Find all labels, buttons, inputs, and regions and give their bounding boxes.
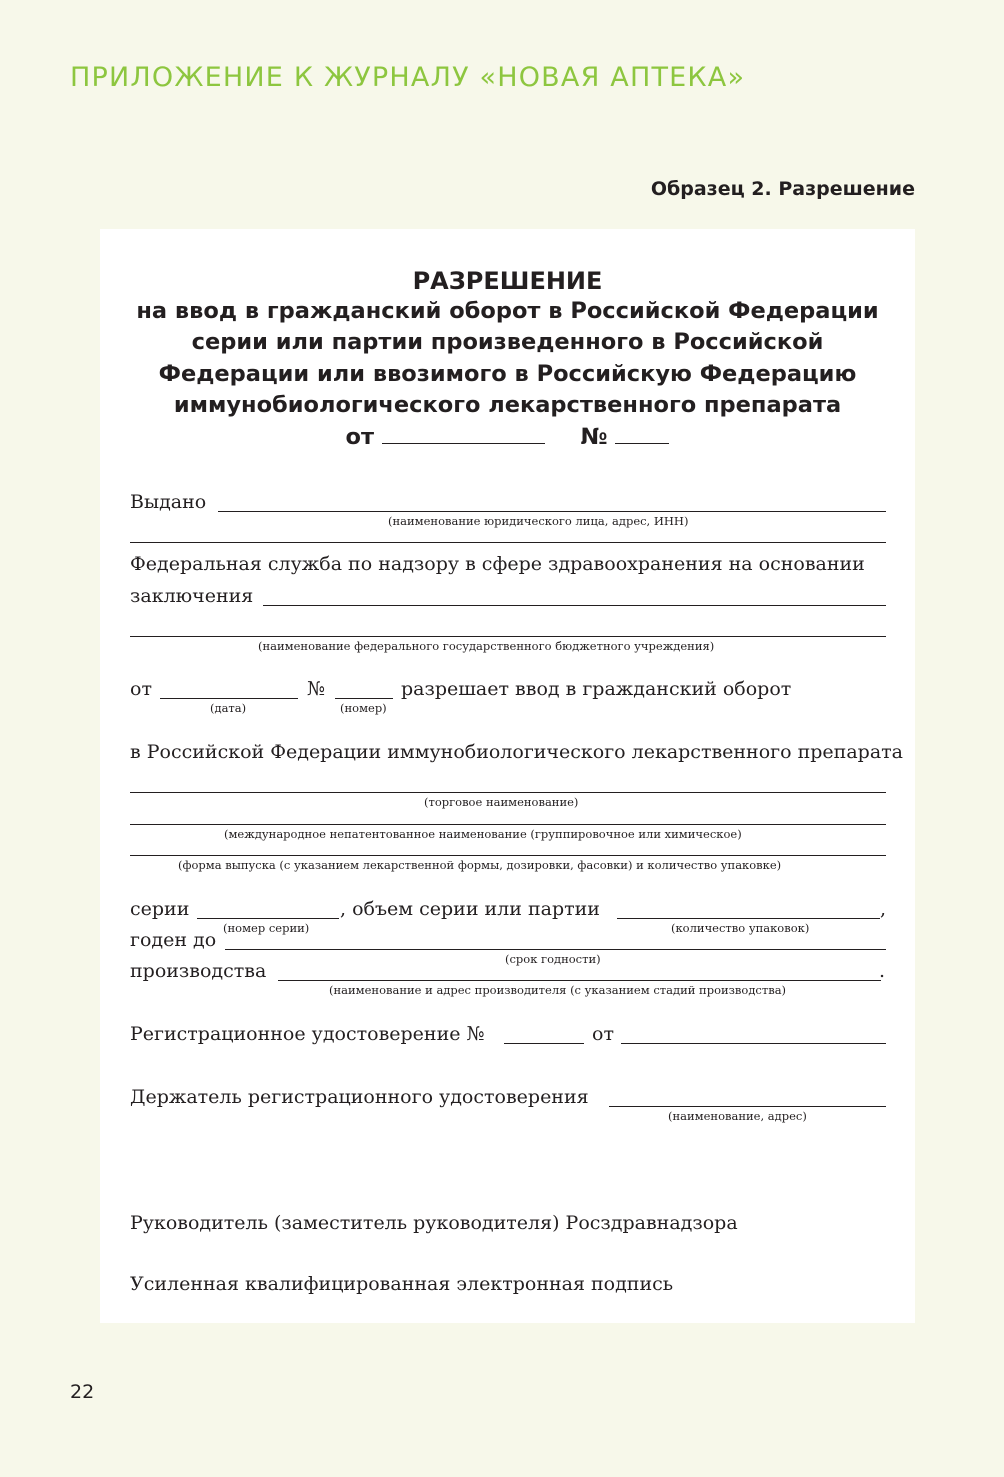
series-label: серии [130,898,190,920]
institution-field[interactable] [130,636,886,637]
subtitle-line-1: на ввод в гражданский оборот в Российской Федерации [136,298,879,324]
title-from-label: от [345,424,375,450]
date-caption: (дата) [210,701,247,715]
holder-field[interactable] [609,1106,886,1107]
issued-label: Выдано [130,491,207,513]
head-text: Руководитель (заместитель руководителя) Росздравнадзора [130,1212,738,1234]
rf-text: в Российской Федерации иммунобиологического лекарственного препарата [130,741,903,763]
reg-cert-number-field[interactable] [504,1043,584,1044]
permit-form [100,229,915,1323]
subtitle-line-2: серии или партии произведенного в Российской [191,329,824,355]
title-date-field[interactable] [382,425,545,444]
permits-text: разрешает ввод в гражданский оборот [401,678,792,700]
reg-cert-date-field[interactable] [621,1043,886,1044]
conclusion-field[interactable] [263,605,886,606]
release-form-caption: (форма выпуска (с указанием лекарственной формы, дозировки, фасовки) и количество упаковке) [178,858,782,872]
packages-caption: (количество упаковок) [671,921,810,935]
journal-title: ПРИЛОЖЕНИЕ К ЖУРНАЛУ «НОВАЯ АПТЕКА» [70,62,746,93]
packages-field[interactable] [617,918,880,919]
date-field[interactable] [160,698,298,699]
subtitle-line-4: иммунобиологического лекарственного препарата [173,392,842,418]
reg-cert-from-label: от [592,1023,614,1045]
sample-label: Образец 2. Разрешение [650,178,915,200]
holder-caption: (наименование, адрес) [668,1109,807,1123]
expiry-field[interactable] [225,949,886,950]
manufacturer-field[interactable] [278,980,881,981]
number-label: № [307,678,325,700]
title-date-number-row [100,424,915,450]
issued-caption: (наименование юридического лица, адрес, ИНН) [388,514,689,528]
institution-caption: (наименование федерального государственного бюджетного учреждения) [258,639,715,653]
number-field[interactable] [335,698,393,699]
release-form-field[interactable] [130,855,886,856]
series-volume-label: , объем серии или партии [340,898,600,920]
series-number-caption: (номер серии) [223,921,310,935]
expiry-caption: (срок годности) [505,952,601,966]
reg-cert-label: Регистрационное удостоверение № [130,1023,485,1045]
service-text: Федеральная служба по надзору в сфере здравоохранения на основании [130,553,865,575]
inn-caption: (международное непатентованное наименование (группировочное или химическое) [224,827,742,841]
valid-until-label: годен до [130,929,217,951]
number-caption: (номер) [340,701,387,715]
page-number: 22 [70,1381,95,1403]
production-label: производства [130,960,267,982]
trade-name-field[interactable] [130,792,886,793]
holder-label: Держатель регистрационного удостоверения [130,1086,589,1108]
issued-field[interactable] [218,511,886,512]
manufacturer-caption: (наименование и адрес производителя (с указанием стадий производства) [329,983,787,997]
title-number-field[interactable] [615,425,669,444]
comma: , [880,898,887,920]
issued-field-2[interactable] [130,542,886,543]
series-number-field[interactable] [197,918,339,919]
signature-text: Усиленная квалифицированная электронная подпись [130,1273,674,1295]
from-label: от [130,678,152,700]
form-title: РАЗРЕШЕНИЕ [412,267,603,295]
conclusion-label: заключения [130,585,254,607]
subtitle-line-3: Федерации или ввозимого в Российскую Федерацию [158,361,857,387]
trade-name-caption: (торговое наименование) [424,795,579,809]
title-number-label: № [580,424,608,450]
inn-field[interactable] [130,824,886,825]
period: . [879,960,886,982]
